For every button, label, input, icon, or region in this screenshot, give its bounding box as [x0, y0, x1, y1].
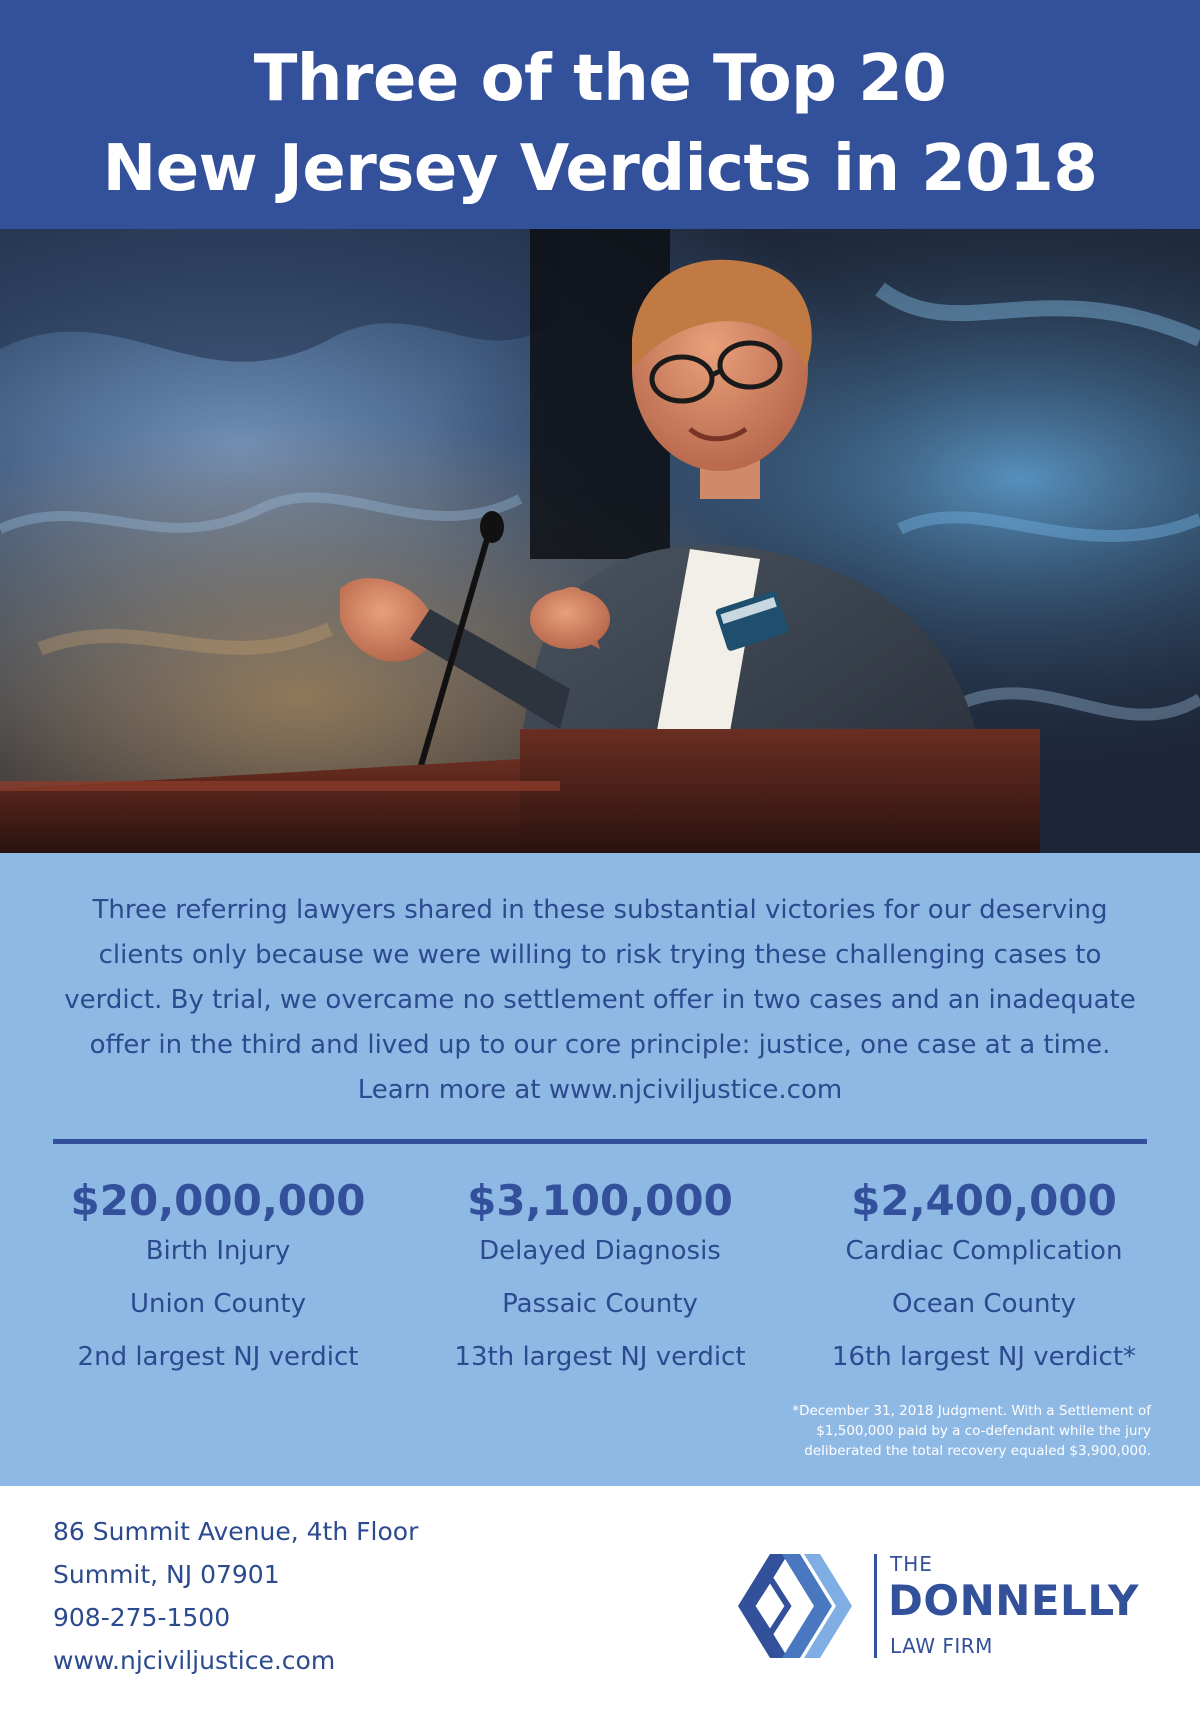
verdict-county: Ocean County — [891, 1289, 1077, 1319]
intro-line: clients only because we were willing to risk trying these challenging cases to — [98, 940, 1102, 970]
logo-divider — [874, 1554, 877, 1658]
verdict-amount: $3,100,000 — [467, 1176, 733, 1225]
verdict-case-type: Delayed Diagnosis — [479, 1236, 721, 1266]
intro-paragraph — [40, 888, 1160, 1113]
info-band — [0, 853, 1200, 1486]
speaker-photo — [0, 229, 1200, 853]
verdict-rank: 16th largest NJ verdict* — [831, 1342, 1137, 1372]
title-line-2: New Jersey Verdicts in 2018 — [102, 132, 1098, 206]
verdict-amount: $20,000,000 — [70, 1176, 366, 1225]
phone-number: 908-275-1500 — [53, 1603, 231, 1632]
verdict-county: Passaic County — [502, 1289, 698, 1319]
footnote-line: $1,500,000 paid by a co-defendant while the jury — [816, 1423, 1151, 1439]
logo-name: DONNELLY — [888, 1576, 1139, 1625]
logo-chevron-icon — [730, 1546, 860, 1666]
section-divider — [53, 1139, 1147, 1144]
verdict-case-type: Cardiac Complication — [845, 1236, 1123, 1266]
verdict-rank: 13th largest NJ verdict — [454, 1342, 746, 1372]
contact-block — [53, 1510, 418, 1682]
website-link[interactable]: www.njciviljustice.com — [53, 1646, 336, 1675]
logo-the: THE — [890, 1552, 933, 1576]
verdict-amount: $2,400,000 — [851, 1176, 1117, 1225]
address-line-2: Summit, NJ 07901 — [53, 1560, 280, 1589]
footer — [0, 1486, 1200, 1714]
verdict-case-type: Birth Injury — [145, 1236, 291, 1266]
logo-subtitle: LAW FIRM — [890, 1634, 993, 1658]
intro-line: Three referring lawyers shared in these substantial victories for our deserving — [92, 895, 1108, 925]
verdict-card — [792, 1171, 1176, 1384]
header-banner — [0, 0, 1200, 229]
intro-line: verdict. By trial, we overcame no settlement offer in two cases and an inadequate — [64, 985, 1136, 1015]
verdict-rank: 2nd largest NJ verdict — [77, 1342, 359, 1372]
verdict-card — [408, 1171, 792, 1384]
verdict-card — [26, 1171, 410, 1384]
title-line-1: Three of the Top 20 — [253, 42, 947, 116]
firm-logo — [730, 1546, 1160, 1686]
footnote — [631, 1401, 1151, 1461]
intro-link-line: Learn more at www.njciviljustice.com — [357, 1075, 843, 1105]
footnote-line: *December 31, 2018 Judgment. With a Settlement of — [792, 1403, 1151, 1419]
intro-line: offer in the third and lived up to our core principle: justice, one case at a time. — [89, 1030, 1111, 1060]
verdict-county: Union County — [130, 1289, 306, 1319]
address-line-1: 86 Summit Avenue, 4th Floor — [53, 1517, 419, 1546]
footnote-line: deliberated the total recovery equaled $3,900,000. — [804, 1443, 1151, 1459]
